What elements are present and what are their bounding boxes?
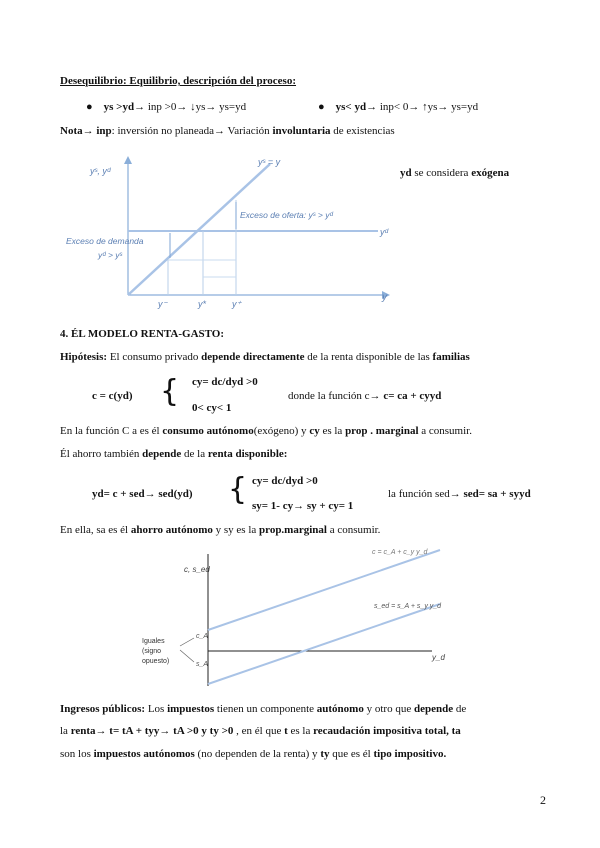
autonomous-saving-line: En ella, sa es él ahorro autónomo y sy es la prop.marginal a consumir. bbox=[60, 524, 381, 536]
section-title: Desequilibrio: Equilibrio, descripción del proceso: bbox=[60, 75, 297, 87]
saving-line-label: s_ed = s_A + s_y y_d bbox=[374, 603, 442, 610]
consumption-function: c = c(yd) bbox=[92, 390, 133, 402]
ingresos-line-3: son los impuestos autónomos (no dependen de la renta) y ty que es él tipo impositivo. bbox=[60, 748, 447, 760]
supply-line bbox=[128, 164, 270, 295]
saving-condition-1: cy= dc/dyd >0 bbox=[252, 475, 318, 487]
bullet-dot: ● bbox=[86, 101, 93, 113]
consumption-condition-2: 0< cy< 1 bbox=[192, 402, 232, 414]
supply-line-label: yˢ = y bbox=[258, 157, 281, 167]
saving-line bbox=[208, 604, 440, 684]
consumption-saving-diagram bbox=[140, 546, 460, 688]
tick-y-minus: y⁻ bbox=[158, 299, 168, 309]
hipotesis-line: Hipótesis: El consumo privado depende directamente de la renta disponible de las familias bbox=[60, 351, 470, 363]
ingresos-line-2: la renta→ t= tA + tyy→ tA >0 y ty >0 , en él que t es la recaudación impositiva total, ta bbox=[60, 725, 461, 737]
consumption-linear-form: donde la función c→ c= ca + cyyd bbox=[288, 390, 442, 402]
consumption-line bbox=[208, 550, 440, 630]
excess-demand-label: Exceso de demanda bbox=[66, 236, 144, 246]
excess-demand-label-2: yᵈ > yˢ bbox=[98, 250, 123, 260]
sa-tick-label: s_A bbox=[196, 661, 209, 668]
brace-icon: { bbox=[228, 472, 248, 507]
equal-note-1: Iguales bbox=[142, 638, 165, 645]
nota-line: Nota→ inp: inversión no planeada→ Variación involuntaria de existencias bbox=[60, 125, 395, 137]
fig1-x-axis-label: y bbox=[382, 292, 387, 303]
model-title: 4. ÉL MODELO RENTA-GASTO: bbox=[60, 328, 225, 340]
tick-y-plus: y⁺ bbox=[232, 299, 242, 309]
fig1-y-axis-label: yˢ, yᵈ bbox=[90, 166, 111, 176]
demand-line-label: yᵈ bbox=[380, 227, 389, 237]
saving-linear-form: la función sed→ sed= sa + syyd bbox=[388, 488, 531, 500]
autonomous-consumption-line: En la función C a es él consumo autónomo(exógeno) y cy es la prop . marginal a consumir. bbox=[60, 425, 472, 437]
consumption-line-label: c = c_A + c_y y_d bbox=[372, 549, 428, 556]
fig2-x-axis-label: y_d bbox=[432, 653, 445, 662]
equilibrium-diagram bbox=[60, 152, 400, 312]
equal-note-3: opuesto) bbox=[142, 658, 170, 665]
bullet-excess-supply: ● ys >yd→ inp >0→ ↓ys→ ys=yd bbox=[86, 101, 247, 113]
note-arrow-down bbox=[180, 650, 194, 662]
tick-y-star: y* bbox=[198, 299, 207, 309]
equal-note-2: (signo bbox=[142, 648, 162, 655]
bullet-excess-demand: ● ys< yd→ inp< 0→ ↑ys→ ys=yd bbox=[318, 101, 479, 113]
y-axis-arrow-icon bbox=[124, 156, 132, 164]
ca-tick-label: c_A bbox=[196, 633, 209, 640]
yd-exogenous-note: yd se considera exógena bbox=[400, 167, 510, 179]
saving-dependence-line: Él ahorro también depende de la renta disponible: bbox=[60, 448, 288, 460]
consumption-condition-1: cy= dc/dyd >0 bbox=[192, 376, 258, 388]
brace-icon: { bbox=[160, 374, 180, 409]
saving-function: yd= c + sed→ sed(yd) bbox=[92, 488, 193, 500]
note-arrow-up bbox=[180, 638, 194, 646]
page-number: 2 bbox=[540, 793, 546, 807]
bullet-dot: ● bbox=[318, 101, 325, 113]
fig2-y-axis-label: c, s_ed bbox=[184, 565, 210, 574]
saving-condition-2: sy= 1- cy→ sy + cy= 1 bbox=[252, 500, 354, 512]
excess-supply-label: Exceso de oferta: yˢ > yᵈ bbox=[240, 210, 333, 220]
ingresos-line-1: Ingresos públicos: Los impuestos tienen un componente autónomo y otro que depende de bbox=[60, 703, 467, 715]
